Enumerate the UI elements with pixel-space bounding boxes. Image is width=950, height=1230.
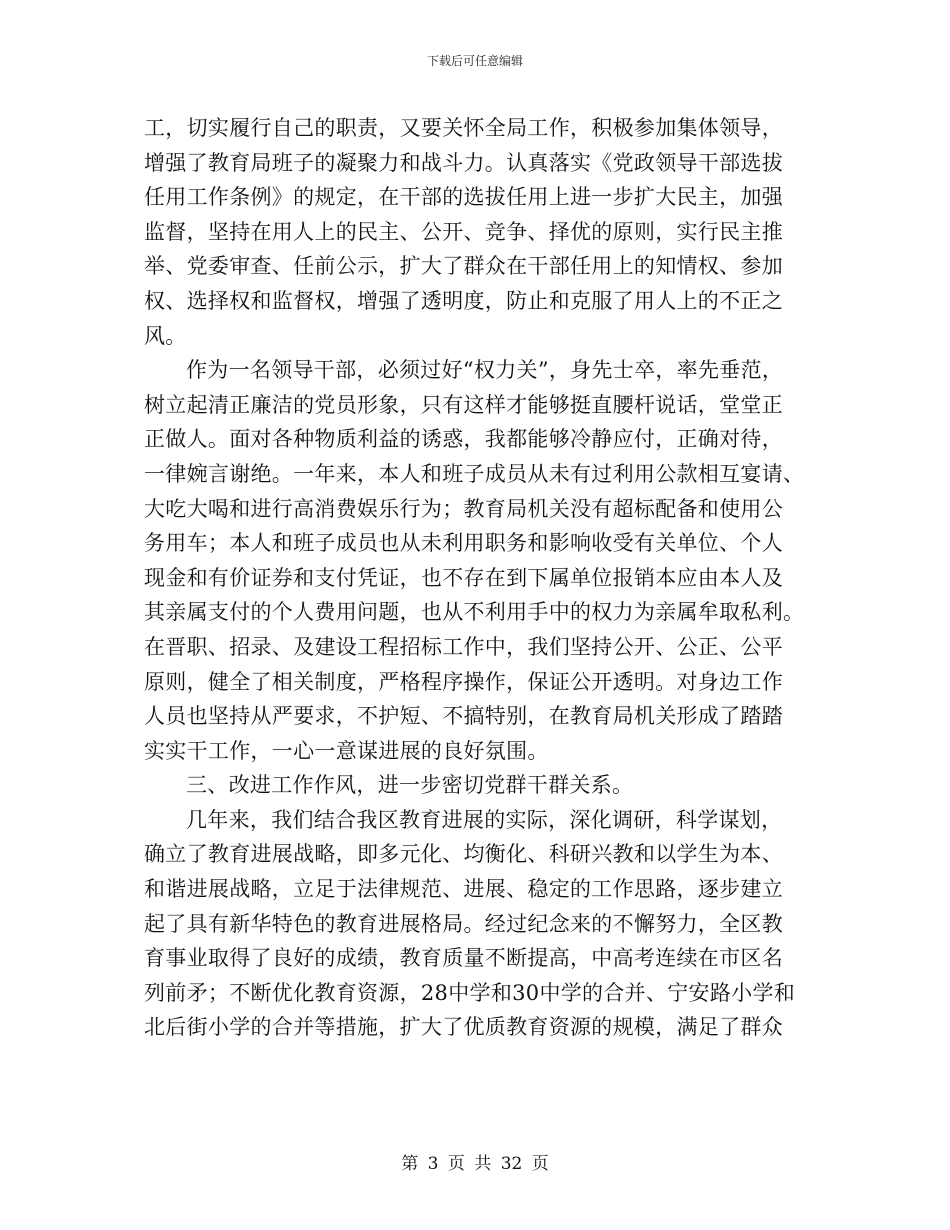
text-line: 举、党委审查、任前公示，扩大了群众在干部任用上的知情权、参加 [144, 254, 783, 279]
text-line: 其亲属支付的个人费用问题，也从不利用手中的权力为亲属牟取私利。 [144, 600, 805, 625]
text-line: 现金和有价证券和支付凭证，也不存在到下属单位报销本应由本人及 [144, 565, 783, 590]
text-line: 风。 [144, 323, 187, 348]
text-line: 增强了教育局班子的凝聚力和战斗力。认真落实《党政领导干部选拔 [144, 150, 783, 175]
text-line: 大吃大喝和进行高消费娱乐行为；教育局机关没有超标配备和使用公 [144, 496, 783, 521]
text-line: 起了具有新华特色的教育进展格局。经过纪念来的不懈努力，全区教 [144, 911, 783, 936]
text-line: 确立了教育进展战略，即多元化、均衡化、科研兴教和以学生为本、 [144, 842, 783, 867]
text-line: 实实干工作，一心一意谋进展的良好氛围。 [144, 738, 549, 763]
text-line: 正做人。面对各种物质利益的诱惑，我都能够冷静应付，正确对待， [144, 427, 783, 452]
text-line: 务用车；本人和班子成员也从未利用职务和影响收受有关单位、个人 [144, 531, 783, 556]
text-line: 一律婉言谢绝。一年来，本人和班子成员从未有过利用公款相互宴请、 [144, 461, 805, 486]
text-line: 北后街小学的合并等措施，扩大了优质教育资源的规模，满足了群众 [144, 1015, 783, 1040]
text-line: 原则，健全了相关制度，严格程序操作，保证公开透明。对身边工作 [144, 669, 783, 694]
text-line: 树立起清正廉洁的党员形象，只有这样才能够挺直腰杆说话，堂堂正 [144, 392, 783, 417]
text-line: 监督，坚持在用人上的民主、公开、竞争、择优的原则，实行民主推 [144, 219, 783, 244]
body-text [144, 111, 816, 1045]
text-line: 育事业取得了良好的成绩，教育质量不断提高，中高考连续在市区名 [144, 946, 783, 971]
text-line: 在晋职、招录、及建设工程招标工作中，我们坚持公开、公正、公平 [144, 634, 783, 659]
section-heading: 三、改进工作作风，进一步密切党群干群关系。 [186, 773, 634, 798]
text-line: 列前矛；不断优化教育资源，28中学和30中学的合并、宁安路小学和 [144, 980, 796, 1005]
text-line: 工，切实履行自己的职责，又要关怀全局工作，积极参加集体领导， [144, 116, 783, 140]
text-line: 人员也坚持从严要求，不护短、不搞特别，在教育局机关形成了踏踏 [144, 704, 783, 729]
header-note: 下载后可任意编辑 [426, 54, 523, 68]
paragraph-first-line: 几年来，我们结合我区教育进展的实际，深化调研，科学谋划， [186, 807, 783, 832]
paragraph-first-line: 作为一名领导干部，必须过好“权力关”，身先士卒，率先垂范， [186, 358, 784, 383]
page-number: 第 3 页 共 32 页 [401, 1154, 549, 1174]
text-line: 任用工作条例》的规定，在干部的选拔任用上进一步扩大民主，加强 [144, 185, 783, 210]
text-line: 权、选择权和监督权，增强了透明度，防止和克服了用人上的不正之 [144, 288, 783, 313]
text-line: 和谐进展战略，立足于法律规范、进展、稳定的工作思路，逐步建立 [144, 877, 783, 902]
